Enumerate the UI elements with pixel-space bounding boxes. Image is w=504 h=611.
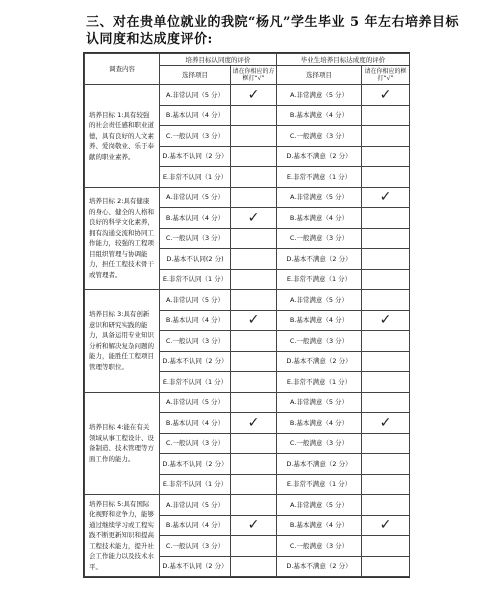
recognition-checkbox[interactable] [231,392,277,413]
achievement-checkbox[interactable] [362,146,410,167]
achievement-checkbox[interactable] [362,372,410,393]
header-achievement-group: 毕业生培养目标达成度的评价 [277,54,410,66]
recognition-option: C.一般认同（3 分） [160,126,231,147]
evaluation-table [84,53,410,577]
recognition-checkbox[interactable] [231,208,277,229]
achievement-checkbox[interactable] [362,167,410,188]
recognition-checkbox[interactable] [231,167,277,188]
check-mark-icon: ✓ [247,517,260,534]
recognition-option: E.非常不认同（1 分） [160,474,231,495]
recognition-option: B.基本认同（4 分） [160,413,231,434]
recognition-checkbox[interactable] [231,556,277,577]
recognition-checkbox[interactable] [231,228,277,249]
recognition-checkbox[interactable] [231,331,277,352]
achievement-checkbox[interactable] [362,310,410,331]
achievement-checkbox[interactable] [362,126,410,147]
recognition-checkbox[interactable] [231,126,277,147]
achievement-option: A.非常满意（5 分） [277,495,362,516]
header-mark-rec: 请在你相应的方框打“√” [231,66,277,85]
recognition-checkbox[interactable] [231,351,277,372]
achievement-checkbox[interactable] [362,269,410,290]
achievement-checkbox[interactable] [362,105,410,126]
recognition-checkbox[interactable] [231,372,277,393]
achievement-option: C.一般满意（3 分） [277,433,362,454]
achievement-checkbox[interactable] [362,290,410,311]
header-mark-ach: 请在你相应的框打“√” [362,66,410,85]
evaluation-table-wrapper [83,52,410,578]
table-row [85,392,410,413]
recognition-option: A.非常认同（5 分） [160,85,231,106]
check-mark-icon: ✓ [379,86,392,103]
recognition-checkbox[interactable] [231,454,277,475]
objective-description: 培养目标 2:具有健康的身心、健全的人格和良好的科学文化素养，拥有沟通交流和协同工作能力，较强的工程项目组织管理与协调能力，担任工程技术骨干或管理者。 [85,187,160,290]
recognition-option: D.基本不认同（2 分） [160,351,231,372]
recognition-option: C.一般认同（3 分） [160,228,231,249]
achievement-option: A.非常满意（5 分） [277,290,362,311]
achievement-checkbox[interactable] [362,331,410,352]
recognition-checkbox[interactable] [231,495,277,516]
recognition-checkbox[interactable] [231,310,277,331]
recognition-checkbox[interactable] [231,290,277,311]
achievement-option: C.一般满意（3 分） [277,126,362,147]
table-row [85,187,410,208]
recognition-checkbox[interactable] [231,269,277,290]
achievement-checkbox[interactable] [362,208,410,229]
objective-description: 培养目标 1:具有较强的社会责任感和职业道德，具有良好的人文素养、爱岗敬业、乐于奉献的职业素养。 [85,85,160,188]
check-mark-icon: ✓ [379,189,392,206]
objective-description: 培养目标 3:具有创新意识和研究实践的能力，具备运用专业知识分析和解决复杂问题的能力，能胜任工程项目管理等职位。 [85,290,160,393]
achievement-option: E.非常不满意（1 分） [277,372,362,393]
header-recognition-group: 培养目标认同度的评价 [160,54,277,66]
recognition-checkbox[interactable] [231,187,277,208]
recognition-checkbox[interactable] [231,249,277,270]
table-row [85,290,410,311]
achievement-option: D.基本不满意（2 分） [277,146,362,167]
achievement-option: D.基本不满意（2 分） [277,249,362,270]
check-mark-icon: ✓ [247,209,260,226]
recognition-checkbox[interactable] [231,433,277,454]
achievement-option: E.非常不满意（1 分） [277,269,362,290]
achievement-checkbox[interactable] [362,556,410,577]
recognition-option: B.基本认同（4 分） [160,208,231,229]
check-mark-icon: ✓ [247,414,260,431]
section-heading: 三、对在贵单位就业的我院“杨凡”学生毕业 5 年左右培养目标认同度和达成度评价: [86,15,460,47]
recognition-option: C.一般认同（3 分） [160,331,231,352]
recognition-checkbox[interactable] [231,474,277,495]
check-mark-icon: ✓ [247,312,260,329]
header-option-ach: 选择项目 [277,66,362,85]
achievement-option: B.基本满意（4 分） [277,208,362,229]
recognition-checkbox[interactable] [231,105,277,126]
achievement-option: D.基本不满意（2 分） [277,351,362,372]
table-row [85,85,410,106]
recognition-checkbox[interactable] [231,536,277,557]
table-row [85,495,410,516]
achievement-checkbox[interactable] [362,515,410,536]
achievement-checkbox[interactable] [362,351,410,372]
recognition-checkbox[interactable] [231,146,277,167]
recognition-checkbox[interactable] [231,413,277,434]
recognition-option: A.非常认同（5 分） [160,495,231,516]
achievement-option: E.非常不满意（1 分） [277,474,362,495]
recognition-option: A.非常认同（5 分） [160,187,231,208]
recognition-option: B.基本认同（4 分） [160,310,231,331]
achievement-checkbox[interactable] [362,249,410,270]
recognition-option: D.基本不认同（2 分） [160,146,231,167]
recognition-option: E.非常不认同（1 分） [160,269,231,290]
check-mark-icon: ✓ [247,86,260,103]
achievement-checkbox[interactable] [362,85,410,106]
header-content: 调查内容 [85,54,160,85]
achievement-option: D.基本不满意（2 分） [277,556,362,577]
achievement-checkbox[interactable] [362,474,410,495]
recognition-option: D.基本不认同（2 分） [160,454,231,475]
header-option-rec: 选择项目 [160,66,231,85]
achievement-checkbox[interactable] [362,228,410,249]
achievement-option: B.基本满意（4 分） [277,310,362,331]
achievement-option: C.一般满意（3 分） [277,536,362,557]
achievement-checkbox[interactable] [362,454,410,475]
recognition-checkbox[interactable] [231,85,277,106]
objective-description: 培养目标 5:具有国际化视野和竞争力，能够通过继续学习或工程实践不断更新知识和提高工程技术能力，提升社会工作能力以及技术水平。 [85,495,160,577]
check-mark-icon: ✓ [379,517,392,534]
recognition-option: E.非常不认同（1 分） [160,372,231,393]
recognition-option: E.非常不认同（1 分） [160,167,231,188]
achievement-option: A.非常满意（5 分） [277,85,362,106]
achievement-option: A.非常满意（5 分） [277,392,362,413]
achievement-checkbox[interactable] [362,536,410,557]
achievement-option: B.基本满意（4 分） [277,105,362,126]
achievement-checkbox[interactable] [362,495,410,516]
achievement-option: A.非常满意（5 分） [277,187,362,208]
recognition-option: D.基本不认同(2 分) [160,249,231,270]
achievement-option: B.基本满意（4 分） [277,515,362,536]
achievement-checkbox[interactable] [362,392,410,413]
objective-description: 培养目标 4:能在有关领域从事工程设计、设备制造、技术管理等方面工作的能力。 [85,392,160,495]
achievement-option: C.一般满意（3 分） [277,331,362,352]
achievement-option: B.基本满意（4 分） [277,413,362,434]
achievement-checkbox[interactable] [362,187,410,208]
achievement-checkbox[interactable] [362,433,410,454]
recognition-option: A.非常认同（5 分） [160,392,231,413]
recognition-checkbox[interactable] [231,515,277,536]
recognition-option: C.一般认同（3 分） [160,433,231,454]
recognition-option: B.基本认同（4 分） [160,105,231,126]
recognition-option: D.基本不认同（2 分） [160,556,231,577]
recognition-option: B.基本认同（4 分） [160,515,231,536]
recognition-option: A.非常认同（5 分） [160,290,231,311]
achievement-option: D.基本不满意（2 分） [277,454,362,475]
table-body [85,85,410,577]
achievement-option: E.非常不满意（1 分） [277,167,362,188]
achievement-checkbox[interactable] [362,413,410,434]
check-mark-icon: ✓ [379,414,392,431]
recognition-option: C.一般认同（3 分） [160,536,231,557]
achievement-option: C.一般满意（3 分） [277,228,362,249]
check-mark-icon: ✓ [379,312,392,329]
